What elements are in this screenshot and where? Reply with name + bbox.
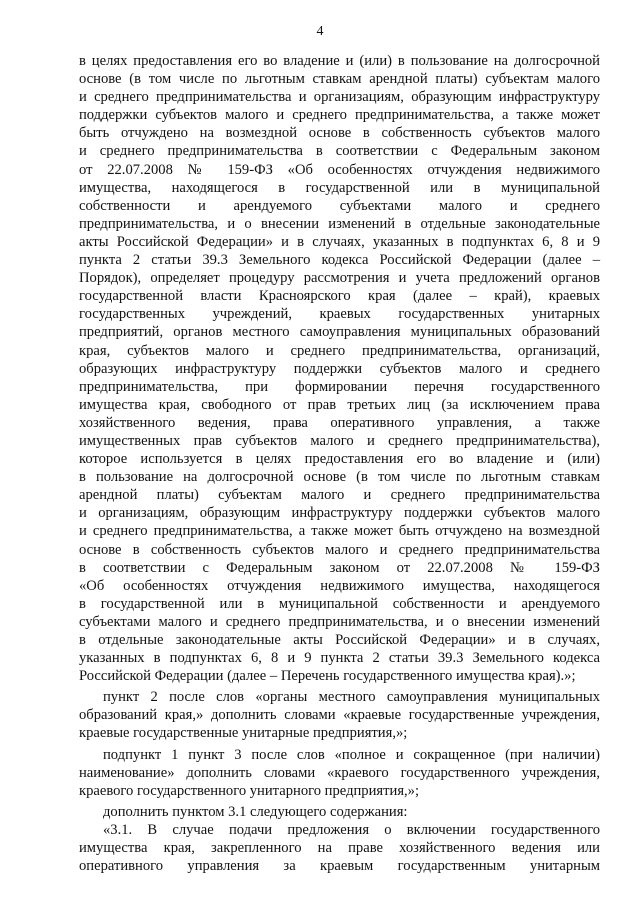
text-line: собственности и арендуемого субъектами малого и среднего xyxy=(79,197,600,214)
text-line: пункт 2 после слов «органы местного самоуправления муниципальных xyxy=(103,689,600,706)
text-line: образований края,» дополнить словами «краевые государственные учреждения, xyxy=(79,707,600,724)
text-line: которое используется в целях предоставления его во владение и (или) xyxy=(79,451,600,468)
text-line: предпринимательства, при формировании перечня государственного xyxy=(79,378,600,395)
text-line: государственной власти Красноярского края (далее – край), краевых xyxy=(79,288,600,305)
text-line: и организациям, образующим инфраструктуру поддержки субъектов малого xyxy=(79,505,600,522)
text-line: образующих инфраструктуру поддержки субъектов малого и среднего xyxy=(79,360,600,377)
text-line: субъектами малого и среднего предпринимательства, и о внесении изменений xyxy=(79,613,600,630)
text-line: в государственной или в муниципальной собственности и арендуемого xyxy=(79,595,600,612)
text-line: Российской Федерации (далее – Перечень государственного имущества края).»; xyxy=(79,668,576,685)
paragraph xyxy=(79,688,600,742)
document-body xyxy=(79,52,600,875)
text-line: имущества края, закрепленного на праве хозяйственного ведения или xyxy=(79,840,600,857)
text-line: краевого государственного унитарного предприятия,»; xyxy=(79,782,420,799)
text-line: Порядок), определяет процедуру рассмотрения и учета предложений органов xyxy=(79,270,600,287)
text-line: наименование» дополнить словами «краевого государственного учреждения, xyxy=(79,764,600,781)
text-line: имущества, находящегося в государственной или в муниципальной xyxy=(79,179,600,196)
text-line: пункта 2 статьи 39.3 Земельного кодекса Российской Федерации (далее – xyxy=(79,252,600,269)
text-line: хозяйственного ведения, права оперативного управления, а также xyxy=(79,414,600,431)
text-line: акты Российской Федерации» и в случаях, указанных в подпунктах 6, 8 и 9 xyxy=(79,233,600,250)
page-number: 4 xyxy=(316,24,324,39)
text-line: основе в собственность субъектов малого и среднего предпринимательства xyxy=(79,541,600,558)
text-line: и среднего предпринимательства и организациям, образующим инфраструктуру xyxy=(79,89,600,106)
text-line: края, субъектов малого и среднего предпринимательства, организаций, xyxy=(79,342,600,359)
paragraph xyxy=(79,746,600,800)
text-line: подпункт 1 пункт 3 после слов «полное и сокращенное (при наличии) xyxy=(103,746,600,763)
paragraph xyxy=(79,803,600,821)
text-line: поддержки субъектов малого и среднего предпринимательства, а также может xyxy=(79,107,600,124)
text-line: предпринимательства, и о внесении изменений в отдельные законодательные xyxy=(79,215,600,232)
paragraph xyxy=(79,52,600,685)
text-line: в целях предоставления его во владение и (или) в пользование на долгосрочной xyxy=(79,53,600,69)
text-line: имущества края, свободного от прав третьих лиц (за исключением права xyxy=(79,396,600,413)
text-line: государственных учреждений, краевых государственных унитарных xyxy=(79,306,600,323)
text-line: в отдельные законодательные акты Российской Федерации» и в случаях, xyxy=(79,632,600,648)
text-line: от 22.07.2008 № 159-ФЗ «Об особенностях отчуждения недвижимого xyxy=(79,161,600,178)
text-line: быть отчуждено на возмездной основе в собственность субъектов малого xyxy=(79,125,600,142)
text-line: в пользование на долгосрочной основе (в том числе по льготным ставкам xyxy=(79,469,600,486)
text-line: основе (в том числе по льготным ставкам арендной платы) субъектам малого xyxy=(79,71,600,88)
text-line: оперативного управления за краевым государственным унитарным xyxy=(79,858,600,875)
text-line: предприятий, органов местного самоуправления муниципальных образований xyxy=(79,324,600,341)
text-line: «Об особенностях отчуждения недвижимого имущества, находящегося xyxy=(79,577,600,594)
text-line: дополнить пунктом 3.1 следующего содержания: xyxy=(103,803,408,820)
paragraph xyxy=(79,821,600,875)
text-line: арендной платы) субъектам малого и среднего предпринимательства xyxy=(79,487,600,504)
text-line: и среднего предпринимательства в соответствии с Федеральным законом xyxy=(79,143,600,160)
text-line: указанных в подпунктах 6, 8 и 9 пункта 2 статьи 39.3 Земельного кодекса xyxy=(79,650,600,667)
text-line: краевые государственные унитарные предприятия,»; xyxy=(79,725,408,742)
text-line: «3.1. В случае подачи предложения о включении государственного xyxy=(103,821,600,838)
text-line: в соответствии с Федеральным законом от 22.07.2008 № 159-ФЗ xyxy=(79,559,600,576)
text-line: имущественных прав субъектов малого и среднего предпринимательства), xyxy=(79,432,600,449)
text-line: и среднего предпринимательства, а также может быть отчуждено на возмездной xyxy=(79,523,600,540)
